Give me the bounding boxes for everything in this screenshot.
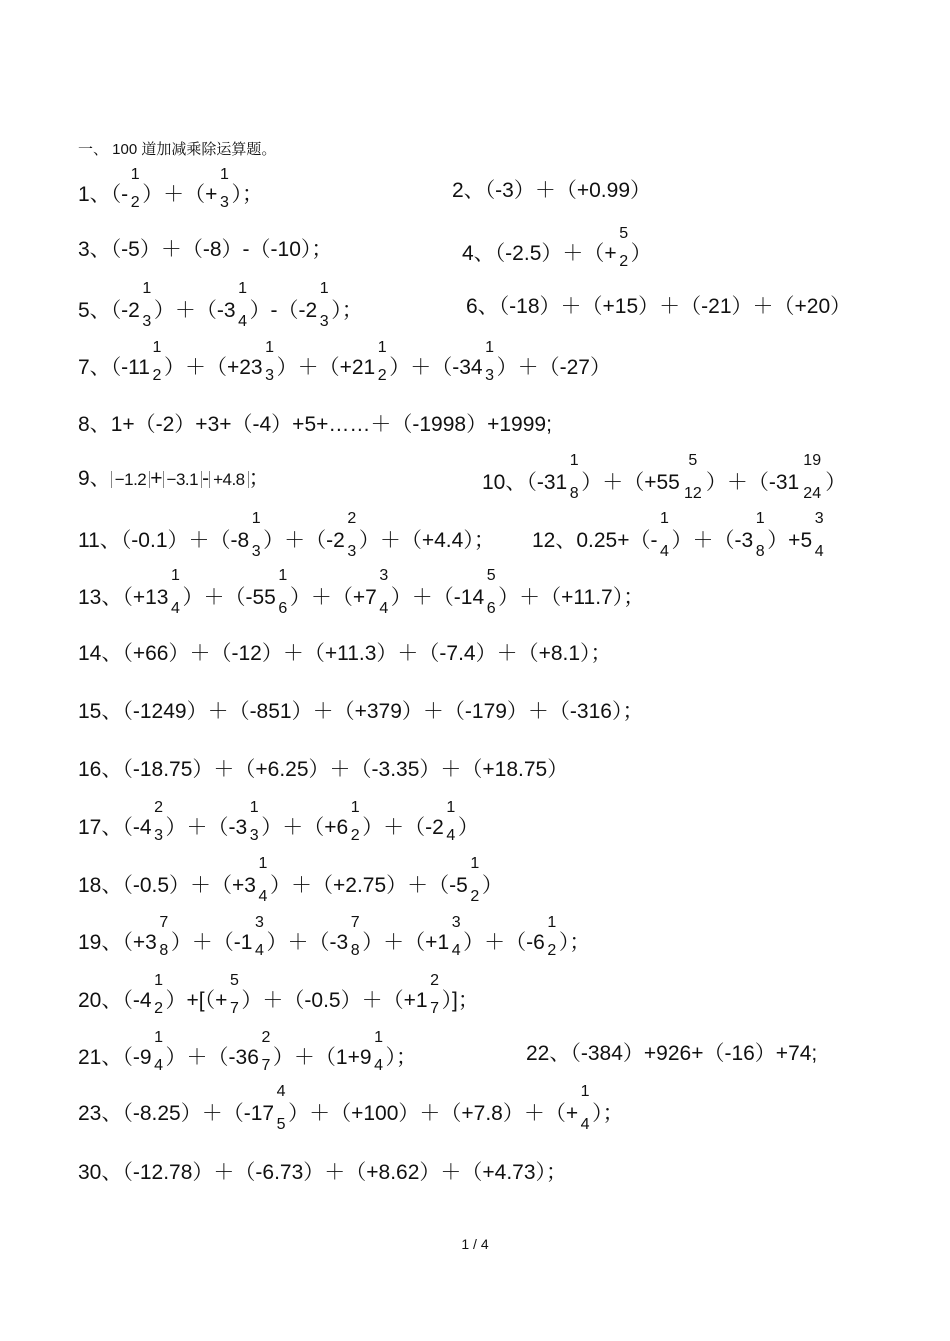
- expression-text: ）；: [331, 299, 363, 322]
- expression-text: ）+5: [767, 529, 813, 552]
- expression-text: ）＋（+11.7）；: [498, 586, 645, 609]
- expression-text: （+66）＋（-12）＋（+11.3）＋（-7.4）＋（+8.1）；: [122, 642, 612, 665]
- fraction-denominator: 12: [683, 485, 702, 502]
- fraction-numerator: 1: [249, 799, 259, 816]
- fraction-numerator: 1: [377, 339, 387, 356]
- fraction: [128, 166, 142, 211]
- fraction: [753, 510, 767, 560]
- fraction-numerator: 1: [470, 855, 480, 872]
- expression-text: ）＋（+: [142, 183, 218, 206]
- fraction-numerator: 1: [152, 339, 162, 356]
- fraction: [658, 510, 672, 560]
- expression-text: 1+（-2）+3+（-4）+5+……＋（-1998）+1999;: [110, 413, 552, 436]
- problem-22: [526, 1043, 817, 1064]
- fraction-numerator: 1: [580, 1083, 590, 1100]
- fraction-denominator: 2: [547, 942, 557, 959]
- fraction: [217, 166, 231, 211]
- fraction-numerator: 1: [446, 799, 456, 816]
- problem-10: [482, 452, 847, 502]
- expression-text: ）；: [592, 1102, 624, 1125]
- expression-text: 20、: [78, 989, 123, 1012]
- expression-text: ）＋（+2.75）＋（-5: [270, 874, 468, 897]
- fraction-numerator: 1: [660, 510, 669, 527]
- fraction-numerator: 19: [803, 452, 822, 469]
- fraction: [377, 567, 391, 617]
- expression-text: 22、: [526, 1042, 571, 1065]
- exercise-heading: 一、 100 道加减乘除运算题。: [78, 141, 277, 158]
- fraction-denominator: 4: [154, 1057, 163, 1074]
- fraction-numerator: 4: [276, 1083, 286, 1100]
- fraction-numerator: 1: [755, 510, 765, 527]
- fraction-numerator: 1: [265, 339, 275, 356]
- expression-text: 3、: [78, 238, 111, 261]
- fraction: [345, 510, 359, 560]
- expression-text: ）＋（-27）: [496, 356, 611, 379]
- problem-18: [78, 855, 503, 905]
- fraction-numerator: 5: [486, 567, 496, 584]
- fraction-denominator: 3: [220, 194, 229, 211]
- fraction-denominator: 2: [152, 367, 162, 384]
- fraction: [249, 510, 263, 560]
- fraction: [483, 339, 497, 384]
- fraction-denominator: 4: [258, 888, 268, 905]
- problem-3: [78, 239, 332, 260]
- fraction-numerator: 7: [350, 914, 360, 931]
- expression-text: ）＋（+21: [276, 356, 376, 379]
- expression-text: （-384）+926+（-16）+74;: [570, 1042, 818, 1065]
- fraction-denominator: 2: [130, 194, 140, 211]
- fraction-denominator: 2: [619, 253, 629, 270]
- fraction: [617, 225, 631, 270]
- expression-text: 8、: [78, 413, 111, 436]
- fraction-denominator: 3: [142, 313, 152, 330]
- expression-text: （-0.1）＋（-8: [120, 529, 250, 552]
- expression-text: （-18.75）＋（+6.25）＋（-3.35）＋（+18.75）: [122, 758, 569, 781]
- expression-text: （-0.5）＋（+3: [122, 874, 256, 897]
- expression-text: ）＋（+1: [362, 931, 450, 954]
- expression-text: ）＋（+100）＋（+7.8）＋（+: [288, 1102, 579, 1125]
- problem-4: [462, 225, 652, 270]
- fraction-numerator: 2: [261, 1029, 271, 1046]
- fraction-denominator: 4: [379, 600, 389, 617]
- fraction: [348, 799, 362, 844]
- problem-7: [78, 339, 611, 384]
- expression-text: （+13: [122, 586, 169, 609]
- fraction: [236, 280, 250, 330]
- problem-15: [78, 701, 643, 722]
- expression-text: ）＋（-14: [390, 586, 485, 609]
- expression-text: 12、: [532, 529, 577, 552]
- expression-text: 11、: [78, 529, 121, 552]
- problem-20: [78, 972, 479, 1017]
- expression-text: 9、: [78, 467, 111, 490]
- fraction-denominator: 4: [171, 600, 180, 617]
- fraction-denominator: 2: [470, 888, 480, 905]
- expression-text: -: [202, 467, 210, 490]
- expression-text: ）＋（+4.4）；: [358, 529, 495, 552]
- expression-text: （-11: [110, 356, 150, 379]
- fraction-denominator: 7: [430, 1000, 440, 1017]
- fraction-numerator: 3: [255, 914, 264, 931]
- fraction-numerator: 1: [278, 567, 288, 584]
- expression-text: 18、: [78, 874, 123, 897]
- expression-text: 4、: [462, 242, 495, 265]
- problem-17: [78, 799, 479, 844]
- fraction-denominator: 4: [814, 543, 824, 560]
- fraction: [227, 972, 241, 1017]
- fraction: [253, 914, 267, 959]
- fraction-denominator: 8: [350, 942, 360, 959]
- fraction-numerator: 2: [430, 972, 440, 989]
- problem-1: [78, 166, 263, 211]
- expression-text: ）＋（-3: [266, 931, 349, 954]
- expression-text: ；: [248, 467, 270, 490]
- fraction: [468, 855, 482, 905]
- fraction-denominator: 24: [803, 485, 822, 502]
- expression-text: ）: [825, 471, 847, 494]
- expression-text: 7、: [78, 356, 111, 379]
- fraction: [812, 510, 826, 560]
- expression-text: 16、: [78, 758, 123, 781]
- fraction-denominator: 3: [251, 543, 261, 560]
- fraction-denominator: 3: [265, 367, 275, 384]
- fraction: [140, 280, 154, 330]
- expression-text: 0.25+（-: [576, 529, 658, 552]
- fraction: [256, 855, 270, 905]
- fraction-numerator: 1: [171, 567, 180, 584]
- problem-30: [78, 1162, 567, 1183]
- fraction-numerator: 3: [814, 510, 824, 527]
- expression-text: 6、: [466, 295, 499, 318]
- expression-text: ）＋（-36: [165, 1046, 259, 1069]
- fraction: [276, 567, 290, 617]
- problem-13: [78, 567, 645, 617]
- fraction: [799, 452, 825, 502]
- problem-2: [452, 180, 651, 201]
- fraction-denominator: 3: [249, 827, 259, 844]
- expression-text: （-8.25）＋（-17: [122, 1102, 275, 1125]
- fraction-numerator: 5: [229, 972, 239, 989]
- expression-text: （-31: [526, 471, 568, 494]
- expression-text: 5、: [78, 299, 111, 322]
- fraction: [444, 799, 458, 844]
- expression-text: ）+[（+: [165, 989, 228, 1012]
- expression-text: ）: [630, 242, 652, 265]
- expression-text: ）＋（-3: [153, 299, 236, 322]
- expression-text: （-: [110, 183, 129, 206]
- fraction: [168, 567, 182, 617]
- fraction-denominator: 4: [238, 313, 248, 330]
- expression-text: （-2: [110, 299, 140, 322]
- absolute-value: +4.8: [209, 471, 249, 488]
- fraction-denominator: 4: [374, 1057, 383, 1074]
- expression-text: ）: [457, 816, 479, 839]
- expression-text: （+3: [122, 931, 157, 954]
- expression-text: ）-（-2: [249, 299, 318, 322]
- expression-text: 17、: [78, 816, 123, 839]
- fraction: [372, 1029, 386, 1074]
- fraction: [152, 1029, 166, 1074]
- problem-23: [78, 1083, 624, 1133]
- expression-text: 21、: [78, 1046, 123, 1069]
- fraction: [680, 452, 706, 502]
- expression-text: ）＋（-34: [389, 356, 483, 379]
- fraction: [157, 914, 171, 959]
- expression-text: （-18）＋（+15）＋（-21）＋（+20）: [498, 295, 852, 318]
- expression-text: ）；: [558, 931, 591, 954]
- expression-text: ）；: [385, 1046, 418, 1069]
- fraction-denominator: 3: [319, 313, 329, 330]
- fraction-numerator: 3: [379, 567, 389, 584]
- expression-text: 30、: [78, 1161, 123, 1184]
- fraction-denominator: 8: [755, 543, 765, 560]
- fraction-numerator: 1: [154, 1029, 163, 1046]
- fraction-numerator: 1: [569, 452, 579, 469]
- fraction: [263, 339, 277, 384]
- expression-text: ）＋（-3: [671, 529, 754, 552]
- expression-text: （-4: [122, 989, 152, 1012]
- fraction-numerator: 1: [374, 1029, 383, 1046]
- fraction-numerator: 1: [485, 339, 495, 356]
- expression-text: 19、: [78, 931, 123, 954]
- fraction: [545, 914, 559, 959]
- absolute-value: −1.2: [111, 471, 151, 488]
- fraction-numerator: 1: [130, 166, 140, 183]
- problem-14: [78, 643, 612, 664]
- fraction-numerator: 1: [142, 280, 152, 297]
- expression-text: 13、: [78, 586, 123, 609]
- fraction: [348, 914, 362, 959]
- fraction-denominator: 6: [486, 600, 496, 617]
- fraction-denominator: 8: [159, 942, 169, 959]
- fraction-denominator: 8: [569, 485, 579, 502]
- fraction-denominator: 2: [154, 1000, 163, 1017]
- fraction-numerator: 3: [451, 914, 461, 931]
- expression-text: （-1249）＋（-851）＋（+379）＋（-179）＋（-316）；: [122, 700, 644, 723]
- expression-text: （-4: [122, 816, 152, 839]
- fraction-denominator: 3: [154, 827, 163, 844]
- expression-text: ）]；: [441, 989, 479, 1012]
- fraction-denominator: 4: [255, 942, 264, 959]
- expression-text: ）: [481, 874, 503, 897]
- fraction-numerator: 2: [347, 510, 357, 527]
- problem-12: [532, 510, 826, 560]
- fraction: [259, 1029, 273, 1074]
- fraction-denominator: 4: [446, 827, 456, 844]
- expression-text: ）＋（-0.5）＋（+1: [241, 989, 428, 1012]
- fraction-denominator: 2: [377, 367, 387, 384]
- expression-text: 15、: [78, 700, 123, 723]
- fraction-denominator: 7: [229, 1000, 239, 1017]
- fraction-denominator: 5: [276, 1116, 286, 1133]
- fraction-denominator: 4: [451, 942, 461, 959]
- fraction-numerator: 2: [154, 799, 163, 816]
- fraction-denominator: 6: [278, 600, 288, 617]
- expression-text: 1、: [78, 183, 111, 206]
- fraction-numerator: 7: [159, 914, 169, 931]
- fraction-denominator: 4: [660, 543, 669, 560]
- expression-text: ）＋（-2: [362, 816, 444, 839]
- fraction: [150, 339, 164, 384]
- problem-16: [78, 759, 568, 780]
- fraction: [274, 1083, 288, 1133]
- problem-8: [78, 414, 552, 435]
- fraction-denominator: 3: [485, 367, 495, 384]
- expression-text: ）＋（+55: [581, 471, 680, 494]
- fraction: [449, 914, 463, 959]
- fraction: [317, 280, 331, 330]
- fraction: [567, 452, 581, 502]
- expression-text: ）＋（-3: [165, 816, 248, 839]
- fraction-denominator: 3: [347, 543, 357, 560]
- fraction-numerator: 1: [547, 914, 557, 931]
- fraction: [428, 972, 442, 1017]
- expression-text: 2、: [452, 179, 485, 202]
- problem-21: [78, 1029, 418, 1074]
- expression-text: （-5）＋（-8）-（-10）；: [110, 238, 333, 261]
- absolute-value: −3.1: [163, 471, 203, 488]
- problem-9: [78, 468, 270, 489]
- expression-text: ）＋（+6: [261, 816, 349, 839]
- fraction-denominator: 7: [261, 1057, 271, 1074]
- problem-5: [78, 280, 363, 330]
- fraction-numerator: 1: [251, 510, 261, 527]
- expression-text: ）＋（-1: [170, 931, 253, 954]
- fraction: [152, 799, 166, 844]
- expression-text: （-3）＋（+0.99）: [484, 179, 651, 202]
- expression-text: ）＋（+23: [163, 356, 263, 379]
- expression-text: 23、: [78, 1102, 123, 1125]
- expression-text: ）＋（-55: [182, 586, 276, 609]
- problem-19: [78, 914, 591, 959]
- fraction-numerator: 5: [688, 452, 698, 469]
- fraction: [375, 339, 389, 384]
- fraction: [578, 1083, 592, 1133]
- expression-text: （-2.5）＋（+: [494, 242, 617, 265]
- expression-text: 14、: [78, 642, 123, 665]
- fraction: [247, 799, 261, 844]
- problem-6: [466, 296, 851, 317]
- fraction: [152, 972, 166, 1017]
- fraction-numerator: 1: [319, 280, 329, 297]
- expression-text: ）；: [231, 183, 263, 206]
- page-number: 1 / 4: [461, 1236, 489, 1252]
- fraction-numerator: 1: [238, 280, 248, 297]
- expression-text: （-9: [122, 1046, 152, 1069]
- expression-text: +: [150, 467, 163, 490]
- fraction-numerator: 1: [220, 166, 229, 183]
- expression-text: ）＋（1+9: [272, 1046, 372, 1069]
- fraction-numerator: 5: [619, 225, 629, 242]
- expression-text: （-12.78）＋（-6.73）＋（+8.62）＋（+4.73）；: [122, 1161, 568, 1184]
- expression-text: ）＋（-2: [263, 529, 345, 552]
- fraction-numerator: 1: [258, 855, 268, 872]
- fraction-denominator: 4: [580, 1116, 590, 1133]
- expression-text: ）＋（+7: [289, 586, 377, 609]
- expression-text: ）＋（-31: [705, 471, 800, 494]
- fraction: [484, 567, 498, 617]
- fraction-numerator: 1: [350, 799, 360, 816]
- problem-11: [78, 510, 495, 560]
- expression-text: 10、: [482, 471, 527, 494]
- expression-text: ）＋（-6: [463, 931, 545, 954]
- fraction-numerator: 1: [154, 972, 163, 989]
- fraction-denominator: 2: [350, 827, 360, 844]
